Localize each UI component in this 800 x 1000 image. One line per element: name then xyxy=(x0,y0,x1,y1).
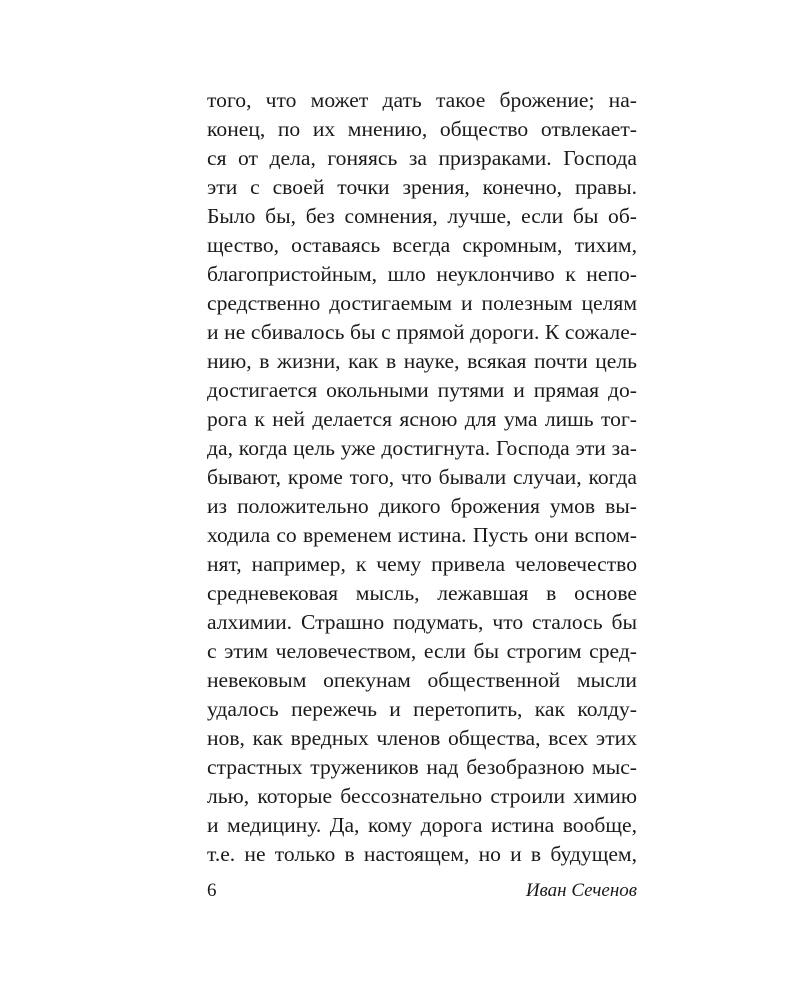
text-line: ся от дела, гоняясь за призраками. Господа xyxy=(207,146,637,170)
text-line: конец, по их мнению, общество отвлекает- xyxy=(207,117,637,141)
text-line: нят, например, к чему привела человечество xyxy=(207,552,637,576)
text-line: да, когда цель уже достигнута. Господа эти за- xyxy=(207,436,637,460)
text-line: нов, как вредных членов общества, всех этих xyxy=(207,726,637,750)
text-line: ходила со временем истина. Пусть они вспом- xyxy=(207,523,637,547)
text-line: из положительно дикого брожения умов вы- xyxy=(207,494,637,518)
text-line: страстных тружеников над безобразною мыс- xyxy=(207,755,637,779)
text-line: нию, в жизни, как в науке, всякая почти цель xyxy=(207,349,637,373)
text-line: рога к ней делается ясною для ума лишь тог- xyxy=(207,407,637,431)
text-line: т.е. не только в настоящем, но и в будущем, xyxy=(207,842,637,866)
text-line: с этим человечеством, если бы строгим сред- xyxy=(207,639,637,663)
page-number: 6 xyxy=(207,880,217,901)
text-line: алхимии. Страшно подумать, что сталось бы xyxy=(207,610,637,634)
text-line: лью, которые бессознательно строили химию xyxy=(207,784,637,808)
text-line: того, что может дать такое брожение; на- xyxy=(207,88,637,112)
text-line: средневековая мысль, лежавшая в основе xyxy=(207,581,637,605)
text-line: благопристойным, шло неуклончиво к непо- xyxy=(207,262,637,286)
text-line: средственно достигаемым и полезным целям xyxy=(207,291,637,315)
text-line: эти с своей точки зрения, конечно, правы. xyxy=(207,175,637,199)
text-line: достигается окольными путями и прямая до- xyxy=(207,378,637,402)
text-line: и не сбивалось бы с прямой дороги. К сожале- xyxy=(207,320,637,344)
text-line: и медицину. Да, кому дорога истина вообще, xyxy=(207,813,637,837)
text-line: невековым опекунам общественной мысли xyxy=(207,668,637,692)
text-line: удалось пережечь и перетопить, как колду- xyxy=(207,697,637,721)
text-line: Было бы, без сомнения, лучше, если бы об- xyxy=(207,204,637,228)
text-line: бывают, кроме того, что бывали случаи, когда xyxy=(207,465,637,489)
body-text xyxy=(207,86,637,869)
running-footer-author: Иван Сеченов xyxy=(525,880,637,901)
text-line: щество, оставаясь всегда скромным, тихим, xyxy=(207,233,637,257)
